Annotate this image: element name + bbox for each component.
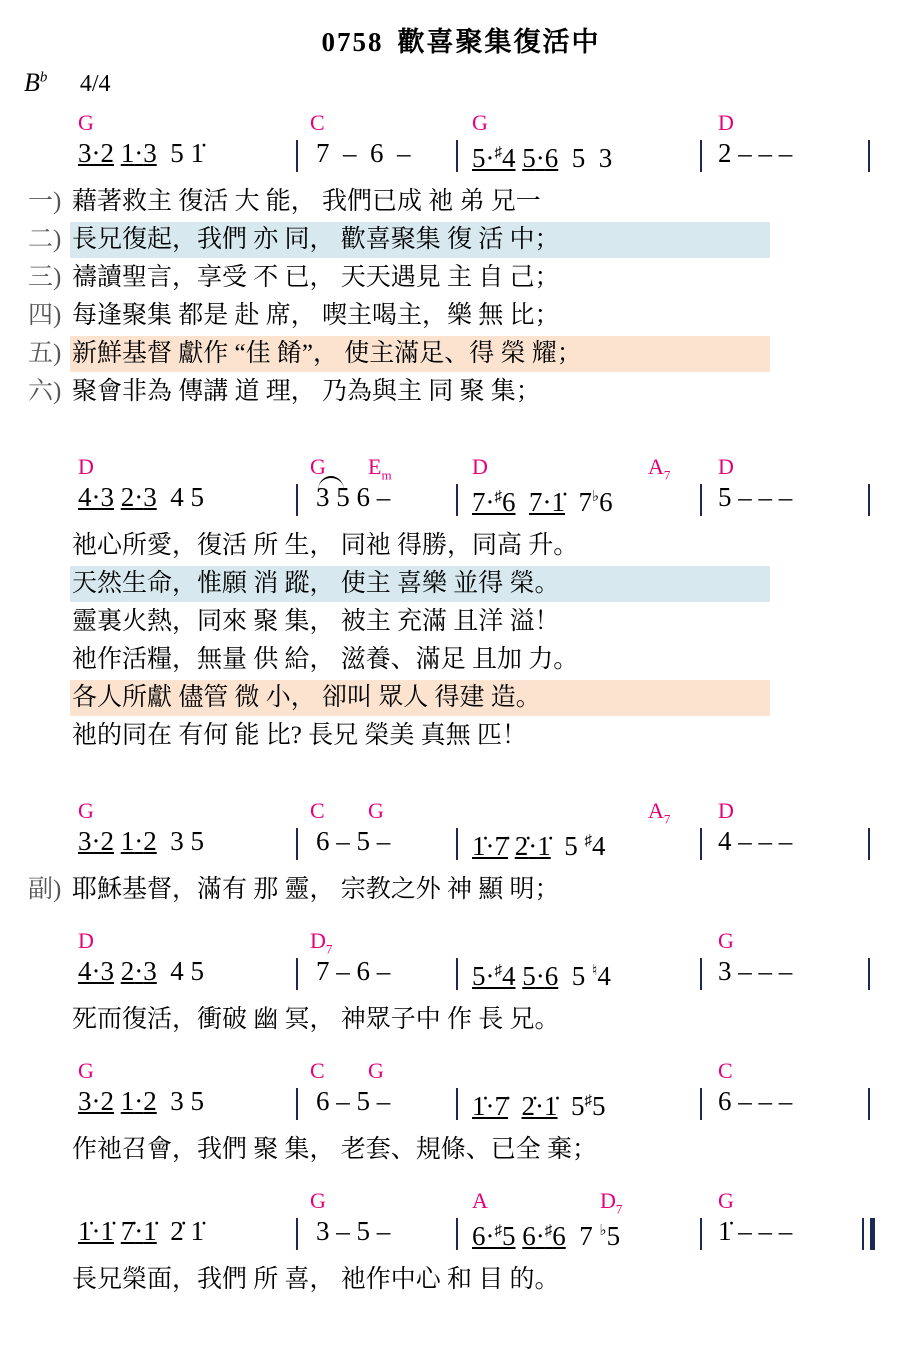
note-group: 7 – 6 – — [316, 956, 391, 986]
barline — [868, 828, 870, 860]
chord-symbol: G — [78, 1058, 94, 1083]
note-group: 4 – – – — [718, 826, 793, 856]
lyric-line — [0, 1262, 922, 1300]
lyric-block — [0, 1262, 922, 1300]
chord-symbol: G — [718, 1188, 734, 1213]
lyric-text: 長兄復起，我們 亦 同， 歡喜聚集 復 活 中； — [72, 226, 560, 253]
lyric-line — [0, 528, 922, 566]
chord-symbol: G — [472, 110, 488, 135]
note-group: 3 5 6 – — [316, 482, 391, 512]
chord-row — [0, 1060, 922, 1086]
chord-symbol: D — [718, 798, 734, 823]
key-signature — [24, 68, 111, 98]
notation-row — [0, 138, 922, 184]
chord-symbol: $D_7$ — [310, 928, 333, 957]
note-group: 1̇·1̇ 7̇·1̇ 2̇ 1̇ — [78, 1216, 204, 1246]
chord-symbol: $D_7$ — [600, 1188, 623, 1217]
notation-row — [0, 826, 922, 872]
note-group: 1̇·7̇ 2̇·1̇ 5♯5 — [472, 1091, 606, 1121]
lyric-block — [0, 528, 922, 756]
system-5 — [0, 1060, 922, 1170]
system-2 — [0, 456, 922, 756]
note-group: 6 – 5 – — [316, 826, 391, 856]
note-group: 5·♯4 5·6 5 ♮4 — [472, 961, 611, 991]
note-group: 6·♯5 6·♯6 7 ♭5 — [472, 1221, 621, 1251]
chord-symbol: C — [718, 1058, 733, 1083]
system-1 — [0, 112, 922, 412]
barline — [296, 140, 298, 172]
lyric-line — [0, 298, 922, 336]
barline — [868, 484, 870, 516]
chord-symbol: D — [472, 454, 488, 479]
chord-symbol: A — [472, 1188, 488, 1213]
lyric-block — [0, 1002, 922, 1040]
lyric-text: 天然生命，惟願 消 蹤， 使主 喜樂 並得 榮。 — [72, 570, 560, 597]
note-group: 4·3 2·3 4 5 — [78, 956, 204, 986]
lyric-line — [0, 872, 922, 910]
lyric-line — [0, 642, 922, 680]
barline — [456, 828, 458, 860]
lyric-text: 長兄榮面，我們 所 喜， 祂作中心 和 目 的。 — [72, 1266, 560, 1293]
chord-symbol: G — [718, 928, 734, 953]
lyric-line — [0, 680, 922, 718]
lyric-block — [0, 872, 922, 910]
note-group: 6 – 5 – — [316, 1086, 391, 1116]
verse-number: 四) — [28, 302, 62, 329]
page-title — [0, 0, 922, 59]
notation-row — [0, 956, 922, 1002]
lyric-text: 聚會非為 傳講 道 理， 乃為與主 同 聚 集； — [72, 378, 541, 405]
note-group: 1̇·7̇ 2̇·1̇ 5 ♯4 — [472, 831, 606, 861]
chord-row — [0, 456, 922, 482]
lyric-line — [0, 184, 922, 222]
chord-symbol: C — [310, 110, 325, 135]
barline — [296, 828, 298, 860]
barline — [862, 1218, 864, 1250]
note-group: 3·2 1·3 5 1̇ — [78, 138, 204, 168]
barline — [296, 484, 298, 516]
note-group: 6 – – – — [718, 1086, 793, 1116]
notation-row — [0, 1216, 922, 1262]
lyric-line — [0, 718, 922, 756]
chord-symbol: G — [368, 1058, 384, 1083]
chord-row — [0, 112, 922, 138]
barline — [456, 140, 458, 172]
note-group: 1̇ – – – — [718, 1216, 793, 1246]
lyric-block — [0, 1132, 922, 1170]
verse-number: 五) — [28, 340, 62, 367]
barline — [700, 484, 702, 516]
barline — [456, 958, 458, 990]
lyric-text: 耶穌基督，滿有 那 靈， 宗教之外 神 顯 明； — [72, 876, 560, 903]
barline — [456, 484, 458, 516]
chord-symbol: G — [78, 798, 94, 823]
barline — [456, 1088, 458, 1120]
note-group: 2 – – – — [718, 138, 793, 168]
lyric-text: 每逢聚集 都是 赴 席， 喫主喝主，樂 無 比； — [72, 302, 560, 329]
barline — [700, 1218, 702, 1250]
note-group: 5 – – – — [718, 482, 793, 512]
verse-number: 二) — [28, 226, 62, 253]
song-number: 0758 — [321, 27, 384, 57]
barline — [296, 1088, 298, 1120]
lyric-line — [0, 260, 922, 298]
lyric-text: 禱讀聖言，享受 不 已， 天天遇見 主 自 己； — [72, 264, 560, 291]
notation-row — [0, 1086, 922, 1132]
chord-symbol: D — [78, 454, 94, 479]
lyric-text: 藉著救主 復活 大 能， 我們已成 祂 弟 兄一 — [72, 188, 541, 215]
system-6 — [0, 1190, 922, 1300]
note-group: 7 – 6 – — [316, 138, 411, 168]
chord-symbol: C — [310, 1058, 325, 1083]
barline — [868, 1088, 870, 1120]
chord-symbol: D — [718, 110, 734, 135]
chord-symbol: G — [310, 1188, 326, 1213]
system-4 — [0, 930, 922, 1040]
lyric-line — [0, 222, 922, 260]
chord-symbol: G — [310, 454, 326, 479]
barline — [456, 1218, 458, 1250]
barline — [296, 1218, 298, 1250]
barline — [868, 958, 870, 990]
system-3 — [0, 800, 922, 910]
barline — [296, 958, 298, 990]
barline — [700, 828, 702, 860]
note-group: 3 – – – — [718, 956, 793, 986]
note-group: 7·♯6 7·1̇ 7♭6 — [472, 487, 613, 517]
chord-symbol: D — [718, 454, 734, 479]
lyric-line — [0, 1132, 922, 1170]
barline — [700, 140, 702, 172]
lyric-text: 祂心所愛，復活 所 生， 同祂 得勝，同高 升。 — [72, 532, 579, 559]
lyric-text: 作祂召會，我們 聚 集， 老套、規條、已全 棄； — [72, 1136, 598, 1163]
barline — [868, 140, 870, 172]
verse-number: 六) — [28, 378, 62, 405]
barline — [700, 958, 702, 990]
lyric-line — [0, 1002, 922, 1040]
key-accidental: b — [39, 69, 48, 86]
lyric-block — [0, 184, 922, 412]
chord-symbol: G — [78, 110, 94, 135]
lyric-text: 各人所獻 儘管 微 小， 卻叫 眾人 得建 造。 — [72, 684, 541, 711]
final-barline — [870, 1218, 875, 1250]
chord-symbol: $A_7$ — [648, 454, 671, 483]
lyric-text: 祂作活糧，無量 供 給， 滋養、滿足 且加 力。 — [72, 646, 579, 673]
chord-symbol: C — [310, 798, 325, 823]
lyric-line — [0, 336, 922, 374]
lyric-line — [0, 374, 922, 412]
key-letter: B — [24, 68, 40, 97]
note-group: 5·♯4 5·6 5 3 — [472, 143, 613, 173]
chord-row — [0, 1190, 922, 1216]
notation-row — [0, 482, 922, 528]
lyric-text: 靈裏火熱，同來 聚 集， 被主 充滿 且洋 溢！ — [72, 608, 560, 635]
lyric-line — [0, 604, 922, 642]
chord-symbol: $E_m$ — [368, 454, 392, 483]
note-group: 3·2 1·2 3 5 — [78, 1086, 204, 1116]
note-group: 4·3 2·3 4 5 — [78, 482, 204, 512]
verse-number: 副) — [28, 876, 62, 903]
lyric-text: 祂的同在 有何 能 比? 長兄 榮美 真無 匹！ — [72, 722, 527, 749]
chord-symbol: G — [368, 798, 384, 823]
verse-number: 三) — [28, 264, 62, 291]
barline — [700, 1088, 702, 1120]
lyric-line — [0, 566, 922, 604]
lyric-text: 新鮮基督 獻作 “佳 餚”， 使主滿足、得 榮 耀； — [72, 340, 582, 367]
note-group: 3 – 5 – — [316, 1216, 391, 1246]
chord-row — [0, 930, 922, 956]
song-title-text: 歡喜聚集復活中 — [397, 27, 601, 57]
note-group: 3·2 1·2 3 5 — [78, 826, 204, 856]
verse-number: 一) — [28, 188, 62, 215]
chord-symbol: D — [78, 928, 94, 953]
chord-row — [0, 800, 922, 826]
lyric-text: 死而復活，衝破 幽 冥， 神眾子中 作 長 兄。 — [72, 1006, 560, 1033]
chord-symbol: $A_7$ — [648, 798, 671, 827]
time-signature: 4/4 — [79, 71, 111, 97]
